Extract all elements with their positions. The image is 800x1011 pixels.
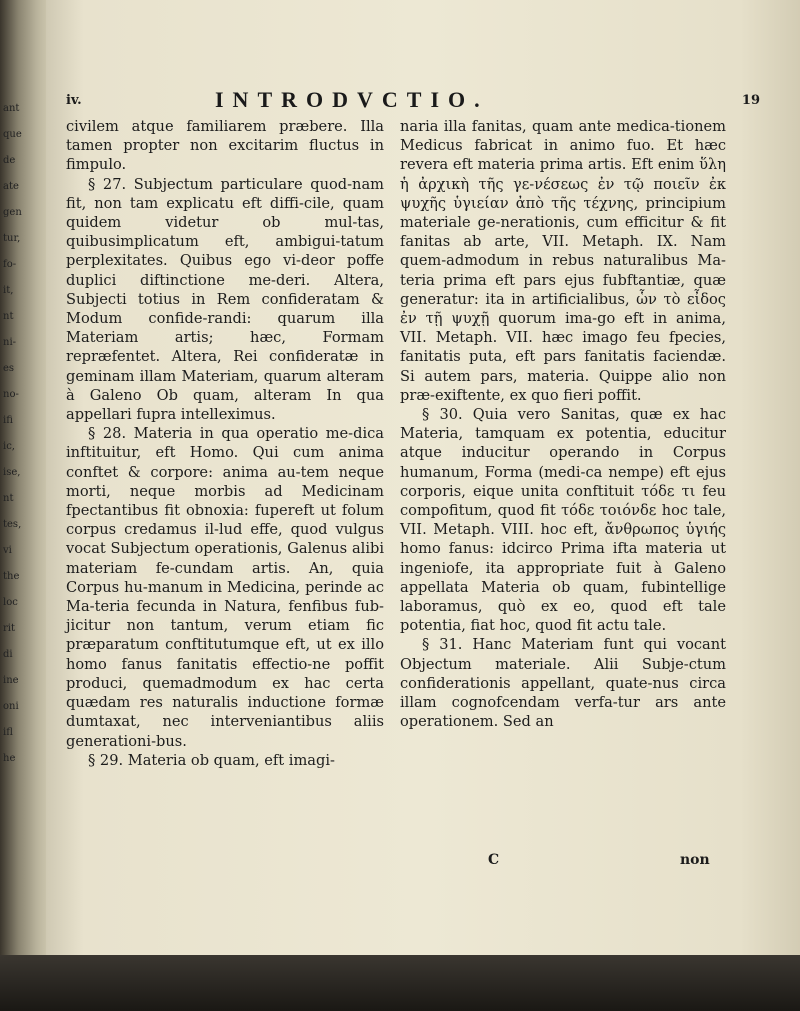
margin-fragment: no-: [3, 389, 19, 400]
margin-fragment: ic,: [3, 441, 15, 452]
catchword: non: [680, 852, 710, 868]
margin-fragment: ni-: [3, 337, 17, 348]
facing-page-margin-strip: [3, 96, 22, 772]
margin-fragment: gen: [3, 207, 22, 218]
left-paragraph: civilem atque familiarem præbere. Illa tamen propter non excitarim fluctus in fimpulo.: [66, 118, 384, 174]
left-text-column: [66, 117, 384, 770]
scan-bottom-shadow: [0, 955, 800, 1011]
right-text-column: [400, 117, 726, 732]
right-paragraph: § 30. Quia vero Sanitas, quæ ex hac Materia, tamquam ex potentia, educitur atque inducitur operando in Corpus humanum, Forma (medi-ca nempe) eft ejus corporis, eique unita conftituit τόδε τι feu compofitum, quod fit τόδε τοιόνδε hoc tale, VII. Metaph. VIII. hoc eft, ἄνθρωπος ὑγιής homo fanus: idcirco Prima ifta materia ut ingeniofe, ita appropriate fuit à Galeno appellata Materia ob quam, fubintellige laboramus, quò ex eo, quod eft tale potentia, fiat hoc, quod fit actu tale.: [400, 406, 726, 635]
right-paragraph: naria illa fanitas, quam ante medica-tionem Medicus fabricat in animo fuo. Et hæc revera eft materia prima artis. Eft enim ὕλη ἡ ἀρχικὴ τῆς γε-νέσεως ἐν τῷ ποιεῖν ἐκ ψυχῆς ὑγιείαν ἀπὸ τῆς τέχνης, principium materiale ge-nerationis, cum efficitur & fit fanitas ab arte, VII. Metaph. IX. Nam quem-admodum in rebus naturalibus Ma-teria prima eft pars ejus fubftantiæ, quæ generatur: ita in artificialibus, ὧν τὸ εἶδος ἐν τῇ ψυχῇ quorum ima-go eft in anima, VII. Metaph. VII. hæc imago feu fpecies, fanitatis puta, eft pars fanitatis faciendæ. Si autem pars, materia. Quippe alio non præ-exiftente, ex quo fieri poffit.: [400, 118, 726, 404]
left-paragraph: § 27. Subjectum particulare quod-nam fit, non tam explicatu eft diffi-cile, quam quidem videtur ob mul-tas, quibusimplicatum eft, ambigui-tatum perplexitates. Quibus ego vi-deor poffe duplici diftinctione me-deri. Altera, Subjecti totius in Rem confideratam & Modum confide-randi: quarum illa Materiam artis; hæc, Formam repræfentet. Altera, Rei confideratæ in geminam illam Materiam, quarum alteram à Galeno Ob quam, alteram In qua appellari fupra intelleximus.: [66, 175, 384, 424]
margin-fragment: de: [3, 155, 16, 166]
margin-fragment: ate: [3, 181, 19, 192]
margin-fragment: fo-: [3, 259, 17, 270]
margin-fragment: que: [3, 129, 22, 140]
page-number-left: iv.: [66, 93, 82, 108]
margin-fragment: oni: [3, 701, 19, 712]
margin-fragment: vi: [3, 545, 12, 556]
right-paragraph: § 31. Hanc Materiam funt qui vocant Objectum materiale. Alii Subje-ctum confiderationis appellant, quate-nus circa illam cognofcendam verfa-tur ars ante operationem. Sed an: [400, 636, 726, 731]
margin-fragment: he: [3, 753, 16, 764]
margin-fragment: ine: [3, 675, 19, 686]
margin-fragment: the: [3, 571, 20, 582]
signature-mark: C: [488, 852, 500, 868]
margin-fragment: rit: [3, 623, 15, 634]
margin-fragment: nt: [3, 311, 14, 322]
margin-fragment: tes,: [3, 519, 22, 530]
left-paragraph: § 28. Materia in qua operatio me-dica inftituitur, eft Homo. Qui cum anima conftet & corpore: anima au-tem neque morti, neque morbis ad Medicinam fpectantibus fit obnoxia: fupereft ut folum corpus credamus il-lud effe, quod vulgus vocat Subjectum operationis, Galenus alibi materiam fe-cundam artis. An, quia Corpus hu-manum in Medicina, perinde ac Ma-teria fecunda in Natura, fenfibus fub-jicitur non tantum, verum etiam fic præparatum conftitutumque eft, ut ex illo homo fanus fanitatis effectio-ne poffit produci, quemadmodum ex hac certa quædam res naturalis inductione formæ dumtaxat, nec interveniantibus aliis generationi-bus.: [66, 425, 384, 750]
left-paragraph: § 29. Materia ob quam, eft imagi-: [88, 751, 335, 769]
margin-fragment: ifi: [3, 415, 13, 426]
page-number-right: 19: [741, 93, 760, 108]
margin-fragment: di: [3, 649, 13, 660]
margin-fragment: ifl: [3, 727, 13, 738]
margin-fragment: ant: [3, 103, 20, 114]
running-head: [60, 87, 780, 115]
margin-fragment: ise,: [3, 467, 21, 478]
margin-fragment: tur,: [3, 233, 21, 244]
margin-fragment: it,: [3, 285, 14, 296]
margin-fragment: es: [3, 363, 15, 374]
running-title: INTRODVCTIO.: [215, 87, 489, 112]
margin-fragment: nt: [3, 493, 14, 504]
margin-fragment: loc: [3, 597, 18, 608]
